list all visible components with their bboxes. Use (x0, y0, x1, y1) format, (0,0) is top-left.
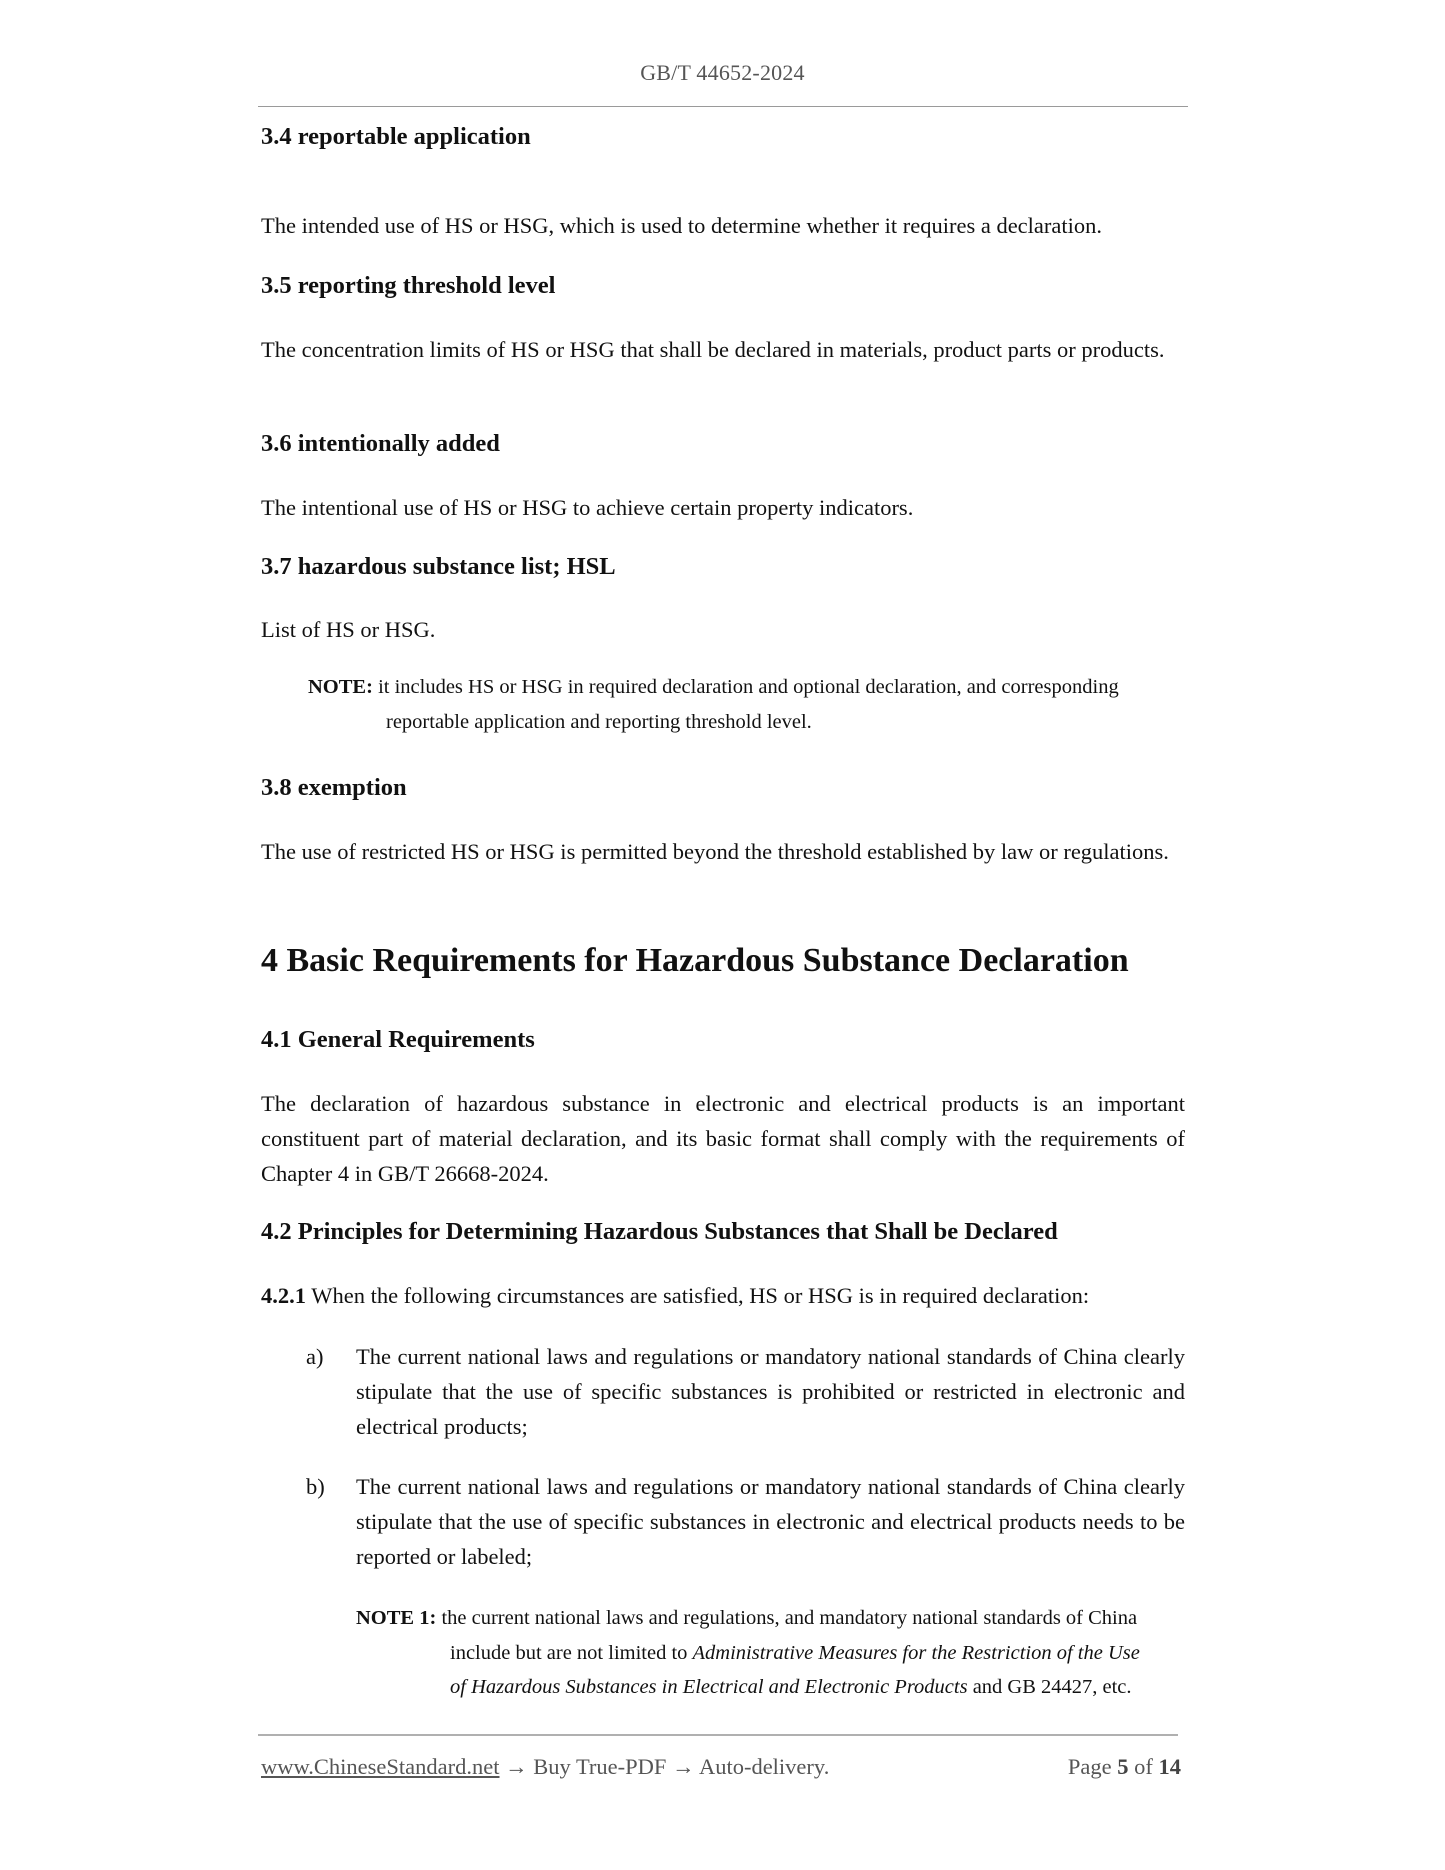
note-label: NOTE 1: (356, 1607, 437, 1629)
arrow-right-icon: → (499, 1754, 534, 1779)
auto-delivery-text: Auto-delivery. (698, 1754, 830, 1779)
arrow-right-icon: → (666, 1754, 699, 1779)
paragraph-3-5: The concentration limits of HS or HSG that shall be declared in materials, product parts or products. (261, 337, 1165, 362)
note-line-3 (356, 1670, 1185, 1705)
list-marker: b) (306, 1474, 325, 1499)
heading-4-1: 4.1 General Requirements (261, 1026, 535, 1053)
buy-true-pdf-text: Buy True-PDF (533, 1754, 667, 1779)
page-footer (261, 1754, 1181, 1780)
note-line-1: it includes HS or HSG in required declaration and optional declaration, and corresponding (378, 676, 1119, 698)
footer-divider (258, 1734, 1178, 1736)
heading-3-4: 3.4 reportable application (261, 123, 531, 150)
page-of: of (1134, 1754, 1153, 1779)
note-text: include but are not limited to (450, 1641, 693, 1664)
page-number (1068, 1754, 1181, 1780)
note-1-4-2-1 (356, 1601, 1185, 1705)
heading-3-8: 3.8 exemption (261, 774, 407, 801)
paragraph-3-4: The intended use of HS or HSG, which is used to determine whether it requires a declaration. (261, 213, 1103, 238)
regulation-title-cont: of Hazardous Substances in Electrical and Electronic Products (450, 1676, 968, 1698)
list-item-text: The current national laws and regulations or mandatory national standards of China clearly stipulate that the use of specific substances in electronic and electrical products needs to be reported or labeled; (356, 1474, 1185, 1569)
note-line-2: reportable application and reporting threshold level. (386, 710, 812, 733)
heading-3-5: 3.5 reporting threshold level (261, 272, 556, 299)
note-line-1: the current national laws and regulations, and mandatory national standards of China (441, 1607, 1138, 1629)
page-label: Page (1067, 1754, 1112, 1779)
note-label: NOTE: (308, 676, 373, 698)
paragraph-3-6: The intentional use of HS or HSG to achieve certain property indicators. (261, 495, 914, 520)
list-marker: a) (306, 1344, 324, 1369)
chapter-heading-4: 4 Basic Requirements for Hazardous Substance Declaration (261, 942, 1129, 979)
heading-3-7: 3.7 hazardous substance list; HSL (261, 553, 616, 580)
header-divider (258, 106, 1188, 107)
chinese-standard-link[interactable]: www.ChineseStandard.net (261, 1754, 500, 1779)
paragraph-4-2-1 (261, 1278, 1185, 1313)
note-3-7 (308, 670, 1185, 739)
page-header-title: GB/T 44652-2024 (640, 60, 805, 85)
paragraph-3-7: List of HS or HSG. (261, 617, 436, 642)
regulation-title: Administrative Measures for the Restriction of the Use (692, 1641, 1140, 1664)
paragraph-3-8: The use of restricted HS or HSG is permitted beyond the threshold established by law or regulations. (261, 839, 1169, 864)
clause-number: 4.2.1 (261, 1283, 306, 1308)
paragraph-4-1: The declaration of hazardous substance in electronic and electrical products is an important constituent part of material declaration, and its basic format shall comply with the requirements of Chapter 4 in GB/T 26668-2024. (261, 1091, 1185, 1186)
clause-text: When the following circumstances are satisfied, HS or HSG is in required declaration: (306, 1283, 1090, 1308)
page-total: 14 (1158, 1754, 1181, 1779)
list-item-text: The current national laws and regulations or mandatory national standards of China clearly stipulate that the use of specific substances is prohibited or restricted in electronic and electrical products; (356, 1344, 1185, 1439)
note-text: and GB 24427, etc. (967, 1676, 1132, 1698)
heading-3-6: 3.6 intentionally added (261, 430, 500, 457)
heading-4-2: 4.2 Principles for Determining Hazardous Substances that Shall be Declared (261, 1218, 1058, 1245)
note-line-2 (356, 1636, 1185, 1671)
page-current: 5 (1117, 1754, 1129, 1779)
